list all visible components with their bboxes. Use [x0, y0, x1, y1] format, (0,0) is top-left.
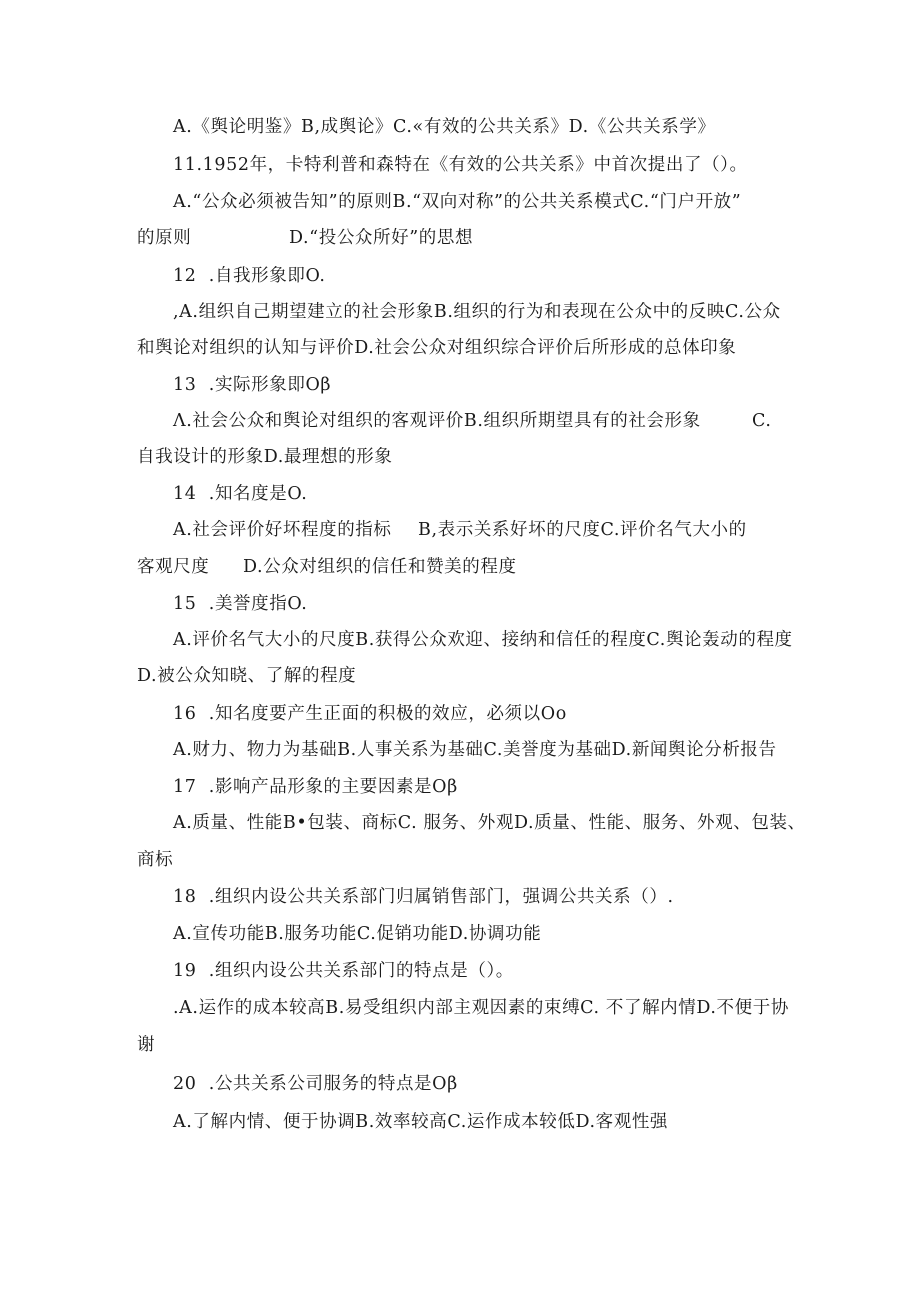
options-line-12a: ,A.组织自己期望建立的社会形象B.组织的行为和表现在公众中的反映C.公众 [173, 302, 781, 322]
options-line-10: A.《舆论明鉴》B,成舆论》C.«有效的公共关系》D.《公共关系学》 [173, 117, 716, 137]
question-11: 11.1952年，卡特利普和森特在《有效的公共关系》中首次提出了（）。 [173, 155, 748, 175]
options-line-12b: 和舆论对组织的认知与评价D.社会公众对组织综合评价后所形成的总体印象 [137, 338, 737, 358]
options-line-15a: A.评价名气大小的尺度B.获得公众欢迎、接纳和信任的程度C.舆论轰动的程度 [173, 630, 793, 650]
options-line-11a: A.“公众必须被告知”的原则B.“双向对称”的公共关系模式C.“门户开放” [173, 192, 742, 212]
question-20: 20 .公共关系公司服务的特点是Oβ [173, 1074, 458, 1094]
options-line-20: A.了解内情、便于协调B.效率较高C.运作成本较低D.客观性强 [173, 1112, 669, 1132]
options-line-14a-left: A.社会评价好坏程度的指标 [173, 520, 392, 540]
options-line-17b: 商标 [137, 850, 174, 870]
options-line-15b: D.被公众知晓、了解的程度 [137, 666, 357, 686]
question-12: 12 .自我形象即O. [173, 266, 326, 286]
options-line-11b-left: 的原则 [137, 228, 192, 248]
question-13: 13 .实际形象即Oβ [173, 375, 332, 395]
question-16: 16 .知名度要产生正面的积极的效应，必须以Oo [173, 704, 567, 724]
options-line-19b: 谢 [137, 1035, 156, 1055]
options-line-18: A.宣传功能B.服务功能C.促销功能D.协调功能 [173, 924, 542, 944]
question-15: 15 .美誉度指O. [173, 594, 308, 614]
question-17: 17 .影响产品形象的主要因素是Oβ [173, 777, 458, 797]
question-19: 19 .组织内设公共关系部门的特点是（）。 [173, 961, 514, 981]
options-line-14a-right: B,表示关系好坏的尺度C.评价名气大小的 [418, 520, 747, 540]
options-line-19a: .A.运作的成本较高B.易受组织内部主观因素的束缚C. 不了解内情D.不便于协 [173, 998, 789, 1018]
options-line-13a-right: C. [752, 411, 772, 431]
options-line-13b: 自我设计的形象D.最理想的形象 [137, 447, 393, 467]
options-line-11b-right: D.“投公众所好”的思想 [289, 228, 474, 248]
question-14: 14 .知名度是O. [173, 484, 308, 504]
options-line-17a: A.质量、性能B•包装、商标C. 服务、外观D.质量、性能、服务、外观、包装、 [173, 813, 806, 833]
options-line-16: A.财力、物力为基础B.人事关系为基础C.美誉度为基础D.新闻舆论分析报告 [173, 740, 777, 760]
question-18: 18 .组织内设公共关系部门归属销售部门，强调公共关系（）. [173, 887, 674, 907]
options-line-14b-right: D.公众对组织的信任和赞美的程度 [243, 557, 517, 577]
options-line-13a: Λ.社会公众和舆论对组织的客观评价B.组织所期望具有的社会形象 [173, 411, 701, 431]
options-line-14b-left: 客观尺度 [137, 557, 210, 577]
